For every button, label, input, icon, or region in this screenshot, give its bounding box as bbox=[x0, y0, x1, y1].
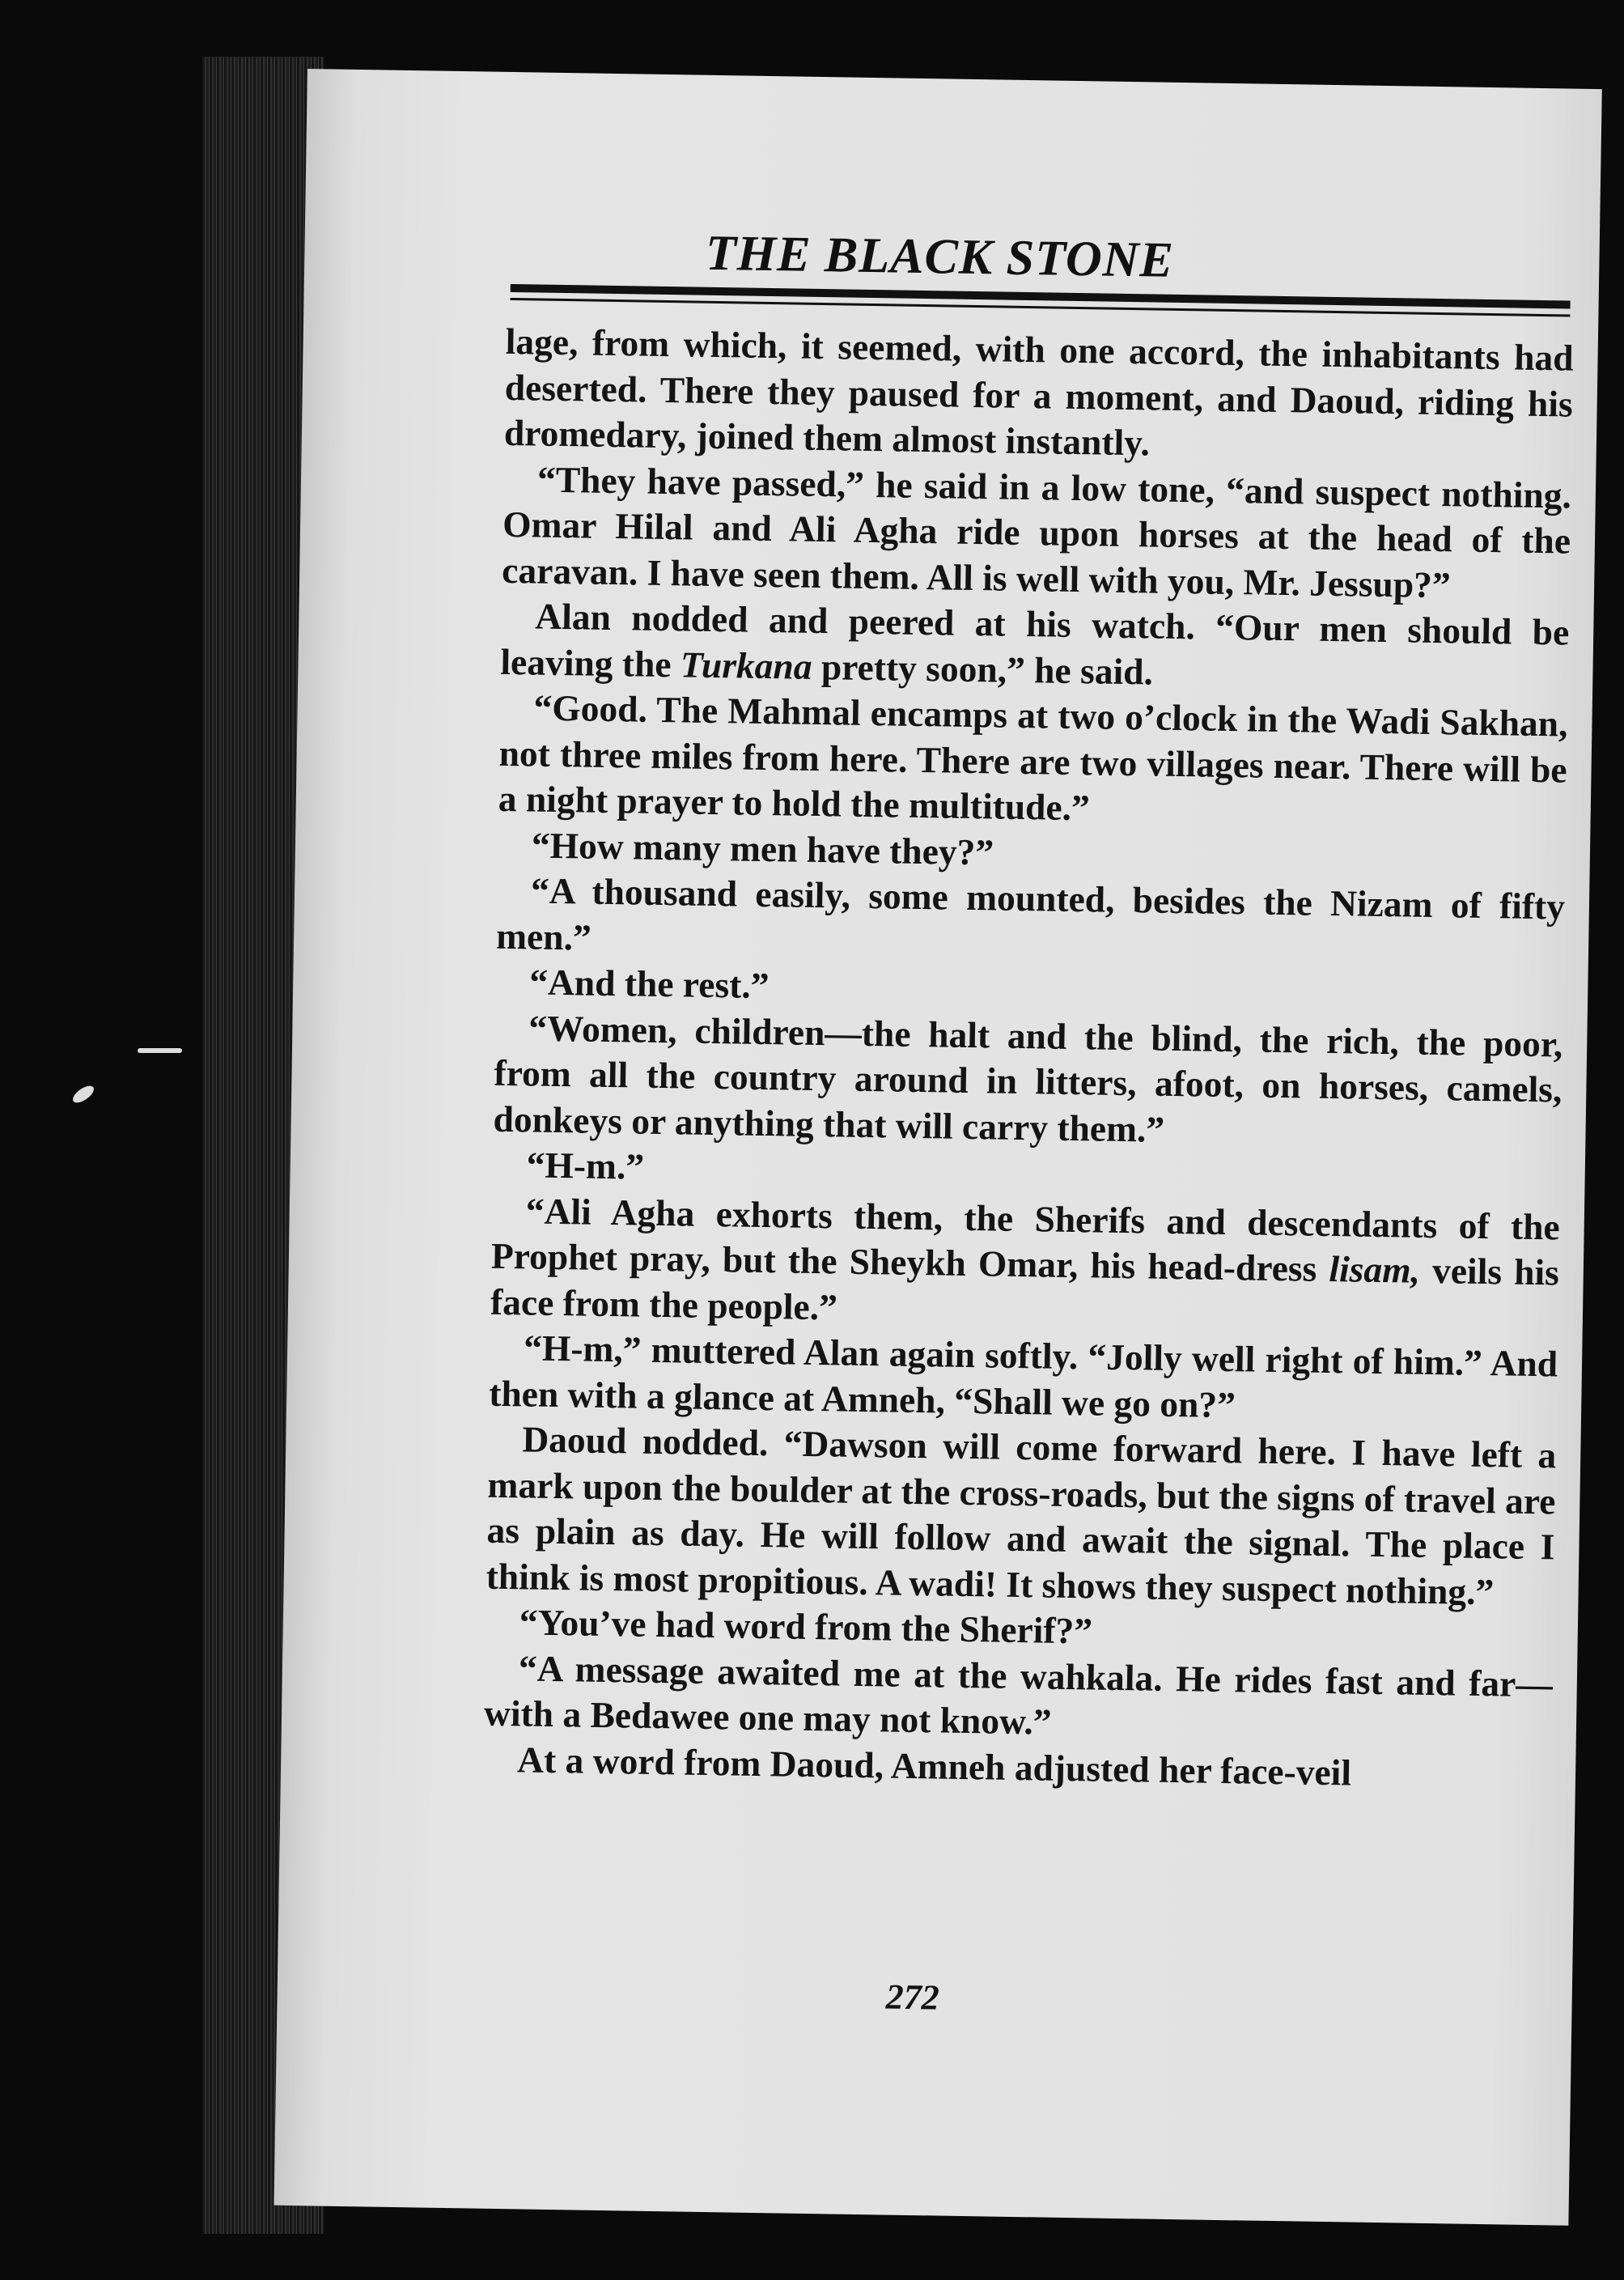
paragraph: “They have passed,” he said in a low tone, “and suspect nothing. Omar Hilal and Ali Agha ride upon horses at the head of the caravan. I have seen them. All is well with you, Mr. Jessup?” bbox=[501, 458, 1572, 605]
page-number: 272 bbox=[885, 1976, 940, 2018]
paragraph: “Good. The Mahmal encamps at two o’clock in the Wadi Sakhan, not three miles from here. There are two villages near. There will be a night prayer to hold the multitude.” bbox=[498, 686, 1568, 829]
paragraph: At a word from Daoud, Amneh adjusted her face-veil bbox=[516, 1738, 1352, 1794]
paragraph: “A message awaited me at the wahkala. He rides fast and far—with a Bedawee one may not know.” bbox=[483, 1646, 1554, 1743]
scan-artifact bbox=[138, 1048, 182, 1053]
paragraph: lage, from which, it seemed, with one accord, the inhabitants had deserted. There they paused for a moment, and Daoud, riding his dromedary, joined them almost instantly. bbox=[503, 320, 1574, 464]
italic-term: lisam, bbox=[1329, 1248, 1421, 1291]
book-page bbox=[274, 69, 1602, 2226]
paragraph: “H-m.” bbox=[526, 1144, 645, 1187]
paragraph: “How many men have they?” bbox=[531, 823, 994, 873]
paragraph: “H-m,” muttered Alan again softly. “Jolly well right of him.” And then with a glance at Amneh, “Shall we go on?” bbox=[488, 1327, 1558, 1425]
paragraph: “Women, children—the halt and the blind, the rich, the poor, from all the country around in litters, afoot, on horses, camels, donkeys or anything that will carry them.” bbox=[493, 1006, 1563, 1150]
paragraph: “And the rest.” bbox=[528, 961, 770, 1007]
paragraph: Alan nodded and peered at his watch. “Our men should be leaving the Turkana pretty soon,” he said. bbox=[500, 595, 1570, 693]
paragraph: Daoud nodded. “Dawson will come forward here. I have left a mark upon the boulder at the cross-roads, but the signs of travel are as plain as day. He will follow and await the signal. The place I think is most propitious. A wadi! It shows they suspect nothing.” bbox=[486, 1418, 1557, 1612]
running-head: THE BLACK STONE bbox=[705, 225, 1175, 288]
paragraph: “You’ve had word from the Sherif?” bbox=[519, 1601, 1093, 1652]
scan-artifact bbox=[70, 1083, 97, 1106]
paragraph: “A thousand easily, some mounted, besides the Nizam of fifty men.” bbox=[495, 869, 1566, 958]
paragraph: “Ali Agha exhorts them, the Sherifs and descendants of the Prophet pray, but the Sheykh Omar, his head-dress lisam, veils his face from the people.” bbox=[490, 1189, 1561, 1327]
body-text bbox=[483, 319, 1574, 1799]
italic-ship-name: Turkana bbox=[680, 643, 812, 687]
